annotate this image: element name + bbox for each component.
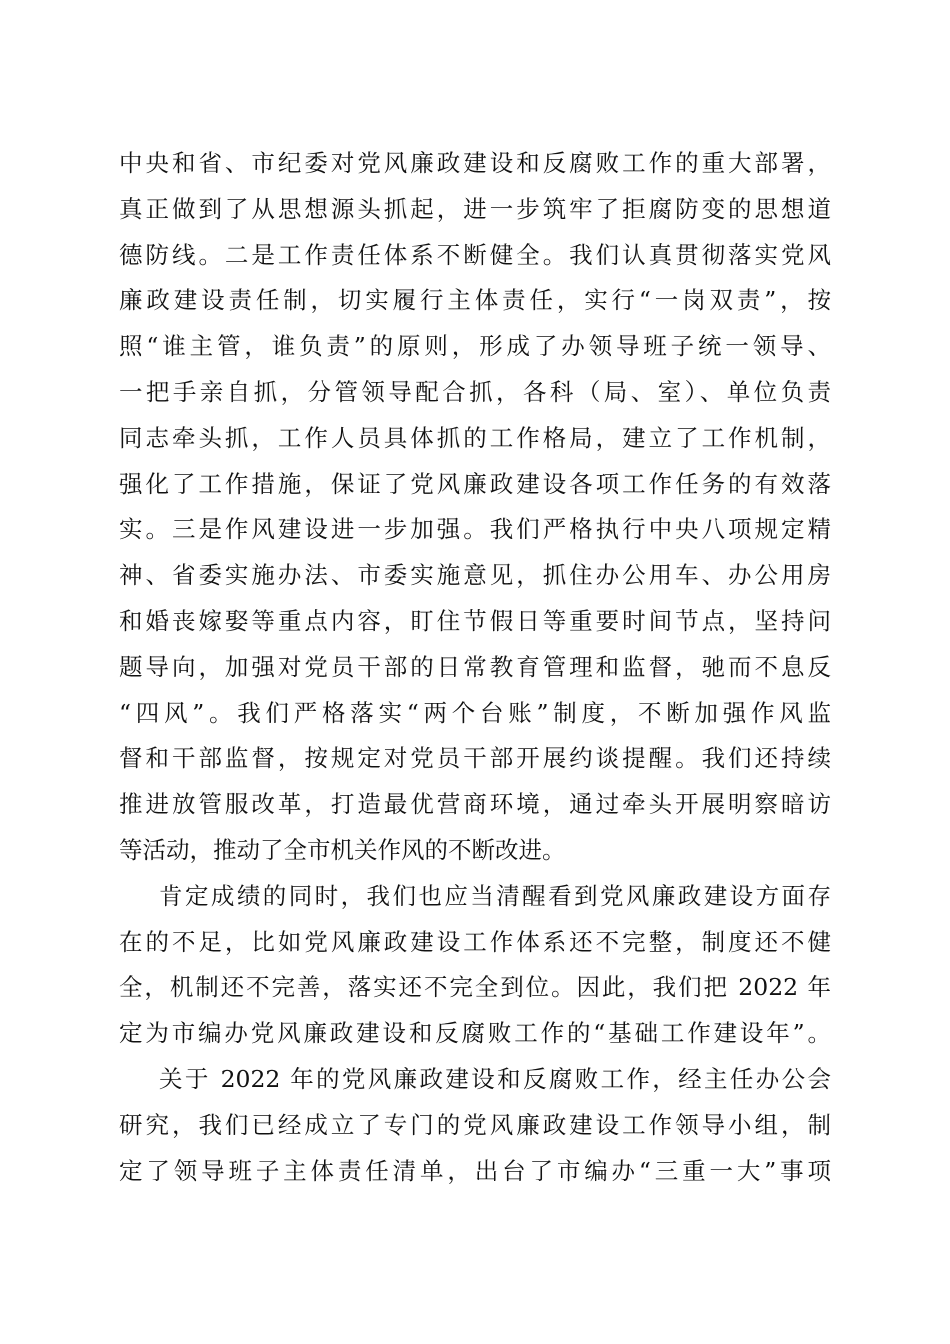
text-line: 照“谁主管，谁负责”的原则，形成了办领导班子统一领导、 [119, 332, 831, 361]
text-line: 中央和省、市纪委对党风廉政建设和反腐败工作的重大部署， [119, 149, 831, 177]
text-line: 真正做到了从思想源头抓起，进一步筑牢了拒腐防变的思想道 [119, 194, 831, 223]
text-line: 关于 2022 年的党风廉政建设和反腐败工作，经主任办公会 [159, 1064, 831, 1093]
text-line: 实。三是作风建设进一步加强。我们严格执行中央八项规定精 [119, 515, 831, 544]
text-line: 在的不足，比如党风廉政建设工作体系还不完整，制度还不健 [119, 927, 831, 956]
text-line: 全，机制还不完善，落实还不完全到位。因此，我们把 2022 年 [119, 973, 831, 1002]
paragraph-2 [119, 874, 831, 1057]
text-line: 研究，我们已经成立了专门的党风廉政建设工作领导小组，制 [119, 1110, 831, 1139]
text-line: “四风”。我们严格落实“两个台账”制度，不断加强作风监 [119, 698, 831, 727]
text-line: 同志牵头抓，工作人员具体抓的工作格局，建立了工作机制， [119, 423, 831, 452]
paragraph-3 [119, 1057, 831, 1194]
text-line: 强化了工作措施，保证了党风廉政建设各项工作任务的有效落 [119, 469, 831, 498]
text-line: 肯定成绩的同时，我们也应当清醒看到党风廉政建设方面存 [159, 881, 831, 910]
paragraph-1 [119, 141, 831, 874]
text-line: 神、省委实施办法、市委实施意见，抓住办公用车、办公用房 [119, 561, 831, 590]
text-line: 德防线。二是工作责任体系不断健全。我们认真贯彻落实党风 [119, 240, 831, 269]
document-body [119, 141, 831, 1194]
text-line: 定了领导班子主体责任清单，出台了市编办“三重一大”事项 [119, 1156, 831, 1185]
text-line: 推进放管服改革，打造最优营商环境，通过牵头开展明察暗访 [119, 790, 831, 819]
text-line: 和婚丧嫁娶等重点内容，盯住节假日等重要时间节点，坚持问 [119, 606, 831, 635]
text-line: 督和干部监督，按规定对党员干部开展约谈提醒。我们还持续 [119, 744, 831, 773]
text-line: 定为市编办党风廉政建设和反腐败工作的“基础工作建设年”。 [119, 1019, 831, 1048]
text-line: 一把手亲自抓，分管领导配合抓，各科（局、室）、单位负责 [119, 377, 831, 406]
text-line: 题导向，加强对党员干部的日常教育管理和监督，驰而不息反 [119, 652, 831, 681]
text-line: 廉政建设责任制，切实履行主体责任，实行“一岗双责”，按 [119, 286, 831, 315]
text-line: 等活动，推动了全市机关作风的不断改进。 [119, 835, 566, 864]
